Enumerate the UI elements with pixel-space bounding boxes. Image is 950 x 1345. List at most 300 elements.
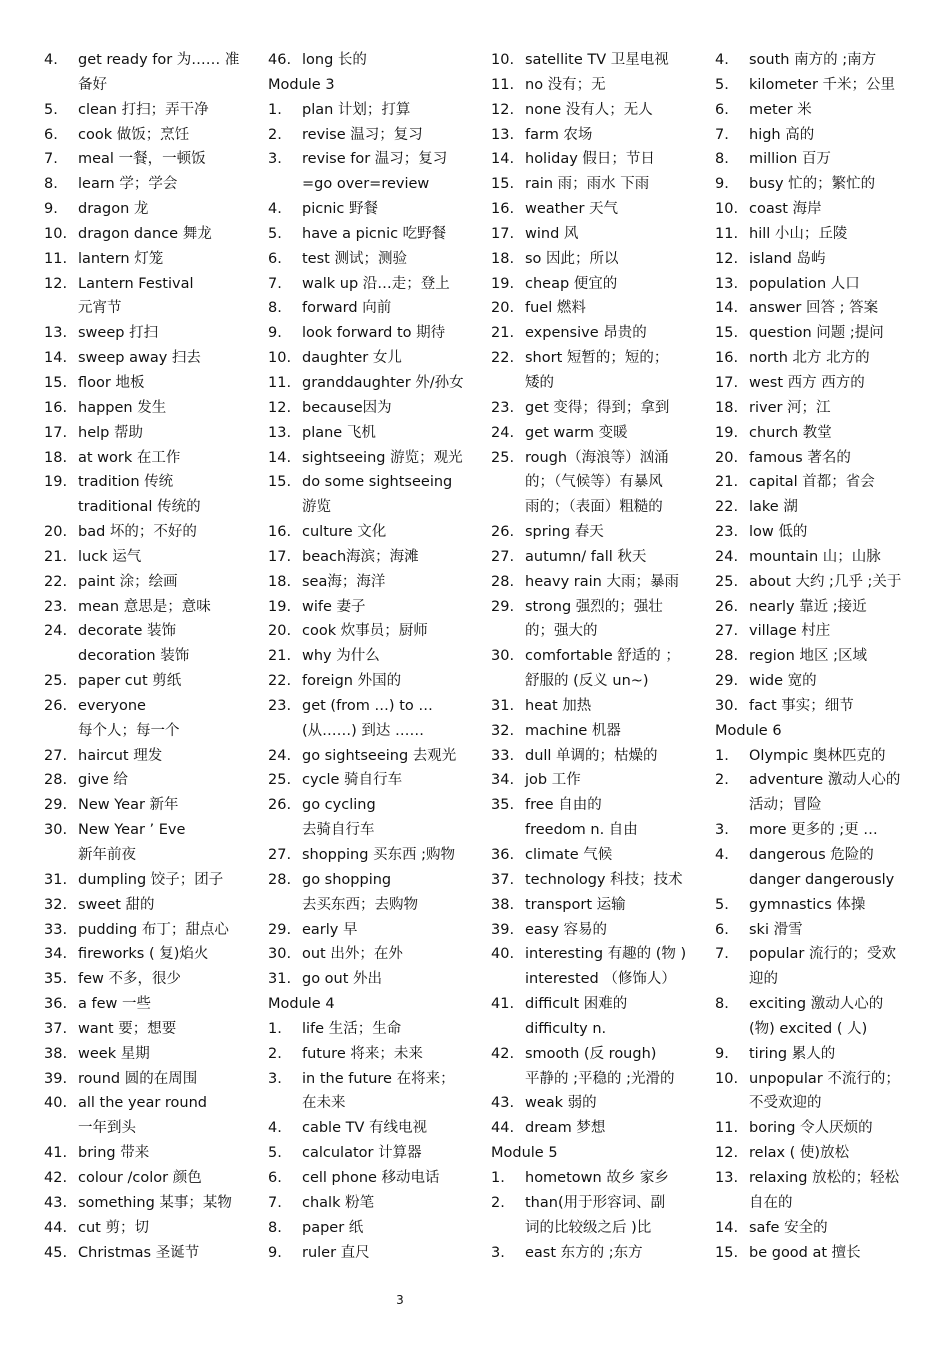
entry-line: floor 地板 [78, 374, 145, 391]
entry-line: mountain 山；山脉 [749, 548, 881, 565]
entry-line: dull 单调的；枯燥的 [525, 747, 658, 764]
entry-line: get 变得；得到；拿到 [525, 399, 670, 416]
entry-text [78, 321, 266, 346]
entry-number: 7. [44, 151, 58, 168]
entry-line: 的；（气候等）有暴风 [525, 474, 663, 491]
entry-line: fact 事实；细节 [749, 697, 854, 714]
vocab-entry [44, 669, 266, 694]
entry-line: revise for 温习；复习 [302, 151, 448, 168]
entry-text [78, 346, 266, 371]
module-heading: Module 5 [491, 1145, 558, 1162]
entry-text [749, 918, 937, 943]
entry-number: 33. [491, 747, 515, 764]
vocab-entry [491, 595, 713, 645]
vocab-entry [491, 421, 713, 446]
entry-number: 31. [44, 871, 68, 888]
entry-text [78, 1216, 266, 1241]
vocab-entry [715, 421, 937, 446]
entry-text [78, 1191, 266, 1216]
entry-text [525, 918, 713, 943]
entry-line: 舒服的 (反义 un~) [525, 673, 649, 690]
entry-number: 37. [44, 1020, 68, 1037]
entry-number: 18. [491, 250, 515, 267]
entry-number: 8. [715, 996, 729, 1013]
vocab-entry [715, 595, 937, 620]
entry-line: safe 安全的 [749, 1219, 828, 1236]
entry-text [525, 595, 713, 645]
entry-number: 11. [44, 250, 68, 267]
vocab-entry [268, 744, 490, 769]
entry-line: cable TV 有线电视 [302, 1120, 428, 1137]
entry-number: 27. [715, 623, 739, 640]
entry-line: farm 农场 [525, 126, 593, 143]
entry-number: 7. [715, 946, 729, 963]
vocab-entry [268, 619, 490, 644]
entry-number: 29. [268, 921, 292, 938]
entry-line: sweet 甜的 [78, 896, 155, 913]
entry-line: interested （修饰人） [525, 971, 676, 988]
entry-line: famous 著名的 [749, 449, 851, 466]
entry-line: west 西方 西方的 [749, 374, 865, 391]
entry-line: fireworks ( 复)焰火 [78, 946, 209, 963]
vocab-entry [44, 694, 266, 744]
entry-text [749, 942, 937, 992]
entry-line: nearly 靠近 ;接近 [749, 598, 867, 615]
entry-number: 12. [715, 250, 739, 267]
entry-number: 23. [268, 697, 292, 714]
vocab-entry [715, 147, 937, 172]
entry-text [749, 446, 937, 471]
entry-line: about 大约 ;几乎 ;关于 [749, 573, 902, 590]
entry-number: 18. [715, 399, 739, 416]
vocab-entry [44, 247, 266, 272]
entry-text [302, 470, 490, 520]
entry-line: 元宵节 [78, 300, 122, 317]
entry-line: rain 雨；雨水 下雨 [525, 176, 650, 193]
entry-line: 新年前夜 [78, 847, 136, 863]
entry-line: 不受欢迎的 [749, 1095, 822, 1112]
vocab-entry [715, 1166, 937, 1216]
entry-line: get warm 变暖 [525, 424, 628, 441]
entry-line: strong 强烈的；强壮 [525, 598, 663, 615]
entry-line: holiday 假日；节日 [525, 151, 655, 168]
entry-number: 10. [715, 201, 739, 218]
entry-number: 7. [268, 1194, 282, 1211]
entry-line: granddaughter 外/孙女 [302, 374, 464, 391]
entry-line: New Year ’ Eve [78, 822, 186, 839]
vocab-entry [491, 73, 713, 98]
entry-text [525, 570, 713, 595]
entry-number: 40. [491, 946, 515, 963]
module-heading: Module 6 [715, 722, 782, 739]
entry-text [78, 396, 266, 421]
vocab-entry [44, 446, 266, 471]
vocab-entry [491, 272, 713, 297]
vocab-entry [268, 918, 490, 943]
entry-number: 24. [491, 424, 515, 441]
entry-text [749, 744, 937, 769]
entry-number: 19. [44, 474, 68, 491]
vocab-entry [44, 371, 266, 396]
vocab-entry [715, 1116, 937, 1141]
entry-text [749, 1116, 937, 1141]
entry-number: 38. [491, 896, 515, 913]
vocab-entry [268, 942, 490, 967]
vocab-entry [268, 446, 490, 471]
entry-number: 21. [715, 474, 739, 491]
entry-line: 活动；冒险 [749, 797, 822, 814]
entry-text [302, 918, 490, 943]
entry-line: all the year round [78, 1095, 208, 1112]
entry-line: because因为 [302, 399, 392, 416]
vocab-entry [44, 793, 266, 818]
entry-number: 34. [491, 772, 515, 789]
vocab-entry [268, 321, 490, 346]
vocab-entry [44, 1241, 266, 1266]
vocab-entry [715, 98, 937, 123]
entry-line: 备好 [78, 76, 107, 93]
entry-text [78, 992, 266, 1017]
entry-text [525, 893, 713, 918]
vocab-entry [268, 222, 490, 247]
entry-number: 6. [268, 250, 282, 267]
module-heading: Module 3 [268, 76, 335, 93]
vocab-entry [715, 222, 937, 247]
entry-number: 6. [715, 921, 729, 938]
entry-text [749, 1166, 937, 1216]
entry-number: 43. [491, 1095, 515, 1112]
entry-text [525, 744, 713, 769]
entry-text [78, 893, 266, 918]
vocab-entry [715, 942, 937, 992]
entry-line: river 河；江 [749, 399, 831, 416]
entry-number: 4. [268, 1120, 282, 1137]
entry-line: life 生活；生命 [302, 1020, 402, 1037]
entry-number: 20. [491, 300, 515, 317]
entry-number: 25. [44, 673, 68, 690]
vocab-entry [491, 992, 713, 1042]
entry-number: 26. [491, 524, 515, 541]
entry-line: freedom n. 自由 [525, 822, 638, 839]
vocab-entry [268, 1141, 490, 1166]
entry-text [78, 520, 266, 545]
entry-number: 27. [44, 747, 68, 764]
vocab-entry [491, 1241, 713, 1266]
vocab-entry [268, 371, 490, 396]
vocab-entry [491, 694, 713, 719]
entry-line: happen 发生 [78, 399, 167, 416]
entry-number: 11. [715, 225, 739, 242]
entry-text [749, 48, 937, 73]
entry-line: adventure 激动人心的 [749, 772, 901, 789]
entry-line: dream 梦想 [525, 1120, 606, 1137]
entry-number: 44. [44, 1219, 68, 1236]
vocab-entry [44, 396, 266, 421]
entry-text [525, 346, 713, 396]
entry-line: relaxing 放松的；轻松 [749, 1169, 900, 1186]
entry-line: rough（海浪等）汹涌 [525, 449, 669, 466]
vocab-entry [715, 446, 937, 471]
entry-number: 5. [715, 76, 729, 93]
entry-text [525, 793, 713, 843]
entry-number: 22. [715, 499, 739, 516]
entry-text [302, 868, 490, 918]
entry-number: 23. [491, 399, 515, 416]
entry-line: daughter 女儿 [302, 350, 402, 367]
vocab-entry [715, 296, 937, 321]
entry-text [525, 520, 713, 545]
entry-text [749, 1042, 937, 1067]
entry-line: learn 学；学会 [78, 176, 178, 193]
entry-line: east 东方的 ;东方 [525, 1244, 643, 1261]
module-heading: Module 4 [268, 996, 335, 1013]
vocab-entry [715, 818, 937, 843]
entry-text [302, 595, 490, 620]
entry-line: 一年到头 [78, 1120, 136, 1137]
entry-number: 4. [268, 201, 282, 218]
entry-number: 23. [715, 524, 739, 541]
entry-text [78, 619, 266, 669]
entry-number: 28. [44, 772, 68, 789]
vocab-entry [44, 1067, 266, 1092]
vocab-entry [715, 321, 937, 346]
entry-line: 每个人；每一个 [78, 722, 180, 739]
vocab-entry [715, 619, 937, 644]
vocab-entry [715, 694, 937, 719]
entry-text [749, 495, 937, 520]
vocab-entry [491, 545, 713, 570]
entry-text [78, 694, 266, 744]
entry-number: 23. [44, 598, 68, 615]
vocab-entry [44, 545, 266, 570]
entry-line: foreign 外国的 [302, 673, 402, 690]
entry-line: pudding 布丁；甜点心 [78, 921, 229, 938]
entry-text [78, 918, 266, 943]
vocab-entry [491, 123, 713, 148]
entry-line: cook 炊事员；厨师 [302, 623, 428, 640]
entry-text [302, 48, 490, 73]
entry-line: south 南方的 ;南方 [749, 52, 877, 68]
entry-number: 10. [491, 52, 515, 68]
entry-text [302, 321, 490, 346]
entry-number: 21. [491, 325, 515, 342]
entry-text [302, 371, 490, 396]
entry-text [749, 73, 937, 98]
entry-text [302, 1191, 490, 1216]
vocab-entry [44, 321, 266, 346]
entry-line: low 低的 [749, 524, 808, 541]
vocab-entry [491, 644, 713, 694]
entry-number: 19. [491, 275, 515, 292]
entry-line: meter 米 [749, 101, 812, 118]
vocab-entry [268, 470, 490, 520]
entry-text [302, 619, 490, 644]
entry-number: 21. [44, 548, 68, 565]
entry-line: decorate 装饰 [78, 623, 177, 640]
entry-text [302, 222, 490, 247]
entry-line: shopping 买东西 ;购物 [302, 847, 456, 863]
entry-line: spring 春天 [525, 524, 604, 541]
entry-number: 22. [268, 673, 292, 690]
vocab-entry [44, 98, 266, 123]
entry-number: 2. [715, 772, 729, 789]
vocab-entry [491, 48, 713, 73]
vocab-entry [715, 570, 937, 595]
vocab-entry [44, 992, 266, 1017]
entry-line: beach海滨；海滩 [302, 548, 419, 565]
entry-text [525, 446, 713, 521]
entry-number: 15. [491, 176, 515, 193]
vocab-entry [491, 222, 713, 247]
entry-text [78, 595, 266, 620]
vocab-entry [268, 1067, 490, 1117]
entry-text [78, 967, 266, 992]
entry-text [525, 197, 713, 222]
entry-text [78, 247, 266, 272]
entry-number: 16. [44, 399, 68, 416]
entry-line: paper 纸 [302, 1219, 364, 1236]
entry-text [749, 421, 937, 446]
entry-text [749, 893, 937, 918]
entry-line: weak 弱的 [525, 1095, 597, 1112]
vocab-entry [491, 321, 713, 346]
entry-number: 17. [715, 374, 739, 391]
entry-number: 5. [268, 225, 282, 242]
vocab-entry [715, 470, 937, 495]
entry-number: 34. [44, 946, 68, 963]
entry-line: island 岛屿 [749, 250, 826, 267]
entry-line: New Year 新年 [78, 797, 179, 814]
entry-text [78, 371, 266, 396]
vocab-entry [715, 346, 937, 371]
entry-number: 28. [268, 871, 292, 888]
vocab-entry [268, 644, 490, 669]
entry-number: 8. [268, 1219, 282, 1236]
entry-number: 8. [715, 151, 729, 168]
vocab-entry [715, 1241, 937, 1266]
entry-text [749, 570, 937, 595]
entry-text [302, 520, 490, 545]
entry-line: dumpling 饺子；团子 [78, 871, 224, 888]
entry-line: hometown 故乡 家乡 [525, 1169, 669, 1186]
entry-text [302, 545, 490, 570]
entry-text [78, 1241, 266, 1266]
vocab-entry [268, 296, 490, 321]
entry-text [78, 570, 266, 595]
vocab-entry [44, 818, 266, 868]
entry-text [78, 1091, 266, 1141]
entry-text [749, 247, 937, 272]
vocab-entry [268, 346, 490, 371]
entry-line: north 北方 北方的 [749, 350, 870, 367]
entry-line: wide 宽的 [749, 673, 817, 690]
entry-number: 9. [268, 1244, 282, 1261]
vocab-entry [491, 446, 713, 521]
entry-number: 24. [44, 623, 68, 640]
entry-number: 35. [491, 797, 515, 814]
vocab-entry [44, 570, 266, 595]
entry-number: 12. [715, 1145, 739, 1162]
entry-number: 42. [44, 1169, 68, 1186]
entry-number: 13. [715, 1169, 739, 1186]
entry-number: 4. [715, 52, 729, 68]
entry-number: 39. [491, 921, 515, 938]
entry-line: go shopping [302, 871, 392, 888]
vocab-entry [268, 247, 490, 272]
entry-text [302, 669, 490, 694]
entry-number: 37. [491, 871, 515, 888]
entry-text [78, 147, 266, 172]
entry-text [302, 446, 490, 471]
entry-text [78, 545, 266, 570]
entry-line: everyone [78, 697, 146, 714]
entry-line: 自在的 [749, 1194, 793, 1211]
vocab-entry [491, 98, 713, 123]
entry-text [78, 669, 266, 694]
entry-text [525, 247, 713, 272]
vocab-entry [715, 1067, 937, 1117]
entry-text [78, 768, 266, 793]
entry-line: climate 气候 [525, 847, 613, 863]
entry-line: sweep away 扫去 [78, 350, 201, 367]
entry-number: 30. [491, 648, 515, 665]
entry-line: answer 回答 ; 答案 [749, 300, 879, 317]
entry-number: 36. [44, 996, 68, 1013]
entry-text [525, 843, 713, 868]
vocab-entry [491, 296, 713, 321]
entry-text [302, 1216, 490, 1241]
entry-number: 14. [44, 350, 68, 367]
entry-line: job 工作 [525, 772, 581, 789]
vocab-entry [491, 520, 713, 545]
entry-number: 6. [715, 101, 729, 118]
entry-line: population 人口 [749, 275, 860, 292]
entry-line: bring 带来 [78, 1145, 150, 1162]
vocab-entry [491, 793, 713, 843]
entry-text [525, 1042, 713, 1092]
vocab-entry [44, 197, 266, 222]
entry-line: sea海；海洋 [302, 573, 386, 590]
entry-text [525, 694, 713, 719]
entry-number: 1. [491, 1169, 505, 1186]
entry-line: high 高的 [749, 126, 815, 143]
entry-text [749, 843, 937, 893]
entry-number: 42. [491, 1045, 515, 1062]
vocab-entry [44, 595, 266, 620]
vocab-entry [491, 1191, 713, 1241]
vocab-entry [491, 172, 713, 197]
vocab-entry [491, 1091, 713, 1116]
entry-line: forward 向前 [302, 300, 392, 317]
entry-text [749, 992, 937, 1042]
vocab-entry [715, 123, 937, 148]
entry-text [78, 222, 266, 247]
entry-number: 15. [715, 325, 739, 342]
entry-text [749, 644, 937, 669]
entry-line: coast 海岸 [749, 201, 822, 218]
entry-number: 24. [715, 548, 739, 565]
vocab-entry [44, 1141, 266, 1166]
entry-line: boring 令人厌烦的 [749, 1120, 873, 1137]
vocab-entry [44, 893, 266, 918]
entry-text [749, 197, 937, 222]
entry-number: 14. [268, 449, 292, 466]
vocab-entry [44, 1017, 266, 1042]
entry-text [749, 1141, 937, 1166]
entry-number: 44. [491, 1120, 515, 1137]
entry-number: 7. [268, 275, 282, 292]
entry-text [78, 1141, 266, 1166]
